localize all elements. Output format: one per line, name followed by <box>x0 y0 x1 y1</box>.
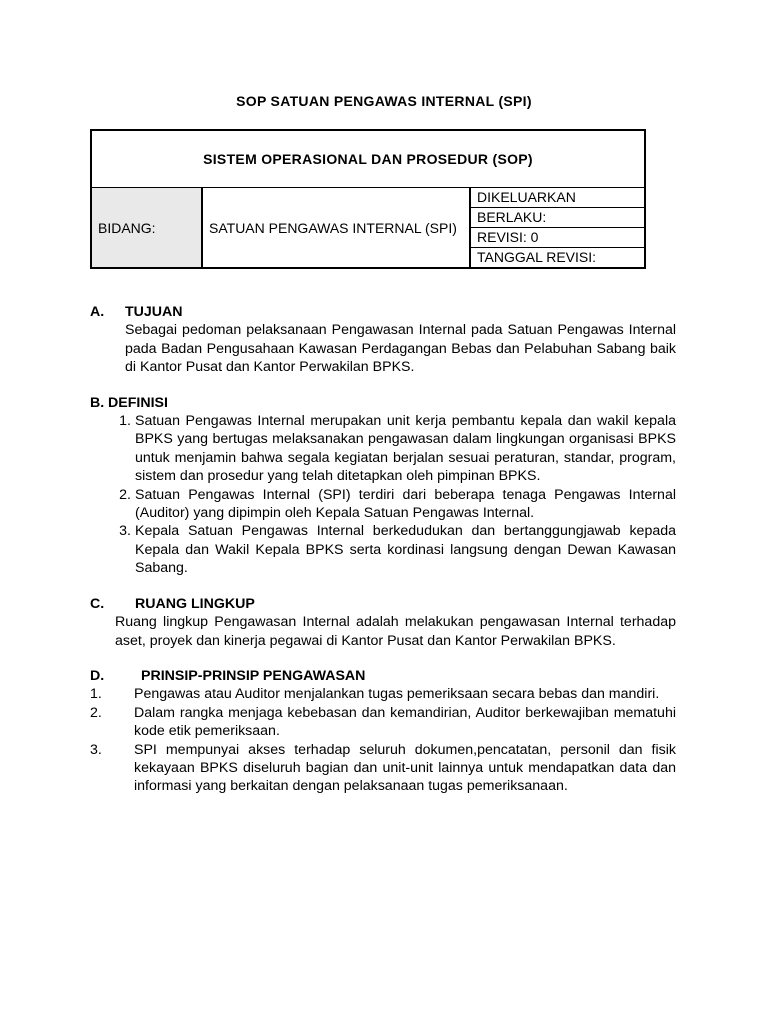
sop-header-table <box>90 129 646 269</box>
meta-revisi: REVISI: 0 <box>470 228 645 248</box>
section-heading <box>90 595 676 613</box>
list-text: Pengawas atau Auditor menjalankan tugas pemeriksaan secara bebas dan mandiri. <box>134 686 660 703</box>
section-heading <box>90 667 676 685</box>
section-paragraph: Ruang lingkup Pengawasan Internal adalah melakukan pengawasan Internal terhadap aset, proyek dan kinerja pegawai di Kantor Pusat dan Kantor Perwakilan BPKS. <box>115 614 676 649</box>
meta-berlaku: BERLAKU: <box>470 208 645 228</box>
section-definisi <box>90 394 676 578</box>
list-text: Satuan Pengawas Internal merupakan unit kerja pembantu kepala dan wakil kepala BPKS yang bertugas melaksanakan pengawasan dalam lingkungan organisasi BPKS untuk menjamin bahwa segala kegiatan berjalan sesuai peraturan, standar, program, sistem dan prosedur yang telah ditetapkan oleh pimpinan BPKS. <box>135 413 676 485</box>
document-title: SOP SATUAN PENGAWAS INTERNAL (SPI) <box>236 93 532 109</box>
meta-dikeluarkan: DIKELUARKAN <box>470 188 645 208</box>
section-heading <box>90 303 676 321</box>
list-item <box>90 704 676 741</box>
bidang-label: BIDANG: <box>91 188 202 269</box>
meta-tanggal-revisi: TANGGAL REVISI: <box>470 248 645 269</box>
section-title: DEFINISI <box>108 394 168 411</box>
section-letter: B. <box>90 394 105 411</box>
section-heading <box>90 394 676 412</box>
list-number: 1. <box>90 686 102 703</box>
list-number: 1. <box>119 413 131 430</box>
unit-name: SATUAN PENGAWAS INTERNAL (SPI) <box>202 188 470 269</box>
section-letter: C. <box>90 595 105 612</box>
section-title: RUANG LINGKUP <box>135 595 255 612</box>
sop-table-header: SISTEM OPERASIONAL DAN PROSEDUR (SOP) <box>91 130 645 188</box>
list-item <box>110 522 676 577</box>
list-number: 3. <box>119 523 131 540</box>
document-body <box>90 303 676 813</box>
section-paragraph: Sebagai pedoman pelaksanaan Pengawasan Internal pada Satuan Pengawas Internal pada Badan Pengusahaan Kawasan Perdagangan Bebas dan Pelabuhan Sabang baik di Kantor Pusat dan Kantor Perwakilan BPKS. <box>125 322 676 376</box>
principles-list <box>90 685 676 795</box>
list-item <box>90 741 676 796</box>
section-title: TUJUAN <box>125 304 183 320</box>
section-title: PRINSIP-PRINSIP PENGAWASAN <box>141 667 366 684</box>
section-tujuan <box>90 303 676 377</box>
list-text: Kepala Satuan Pengawas Internal berkedudukan dan bertanggungjawab kepada Kepala dan Wakil Kepala BPKS serta kordinasi langsung dengan Dewan Kawasan Sabang. <box>135 523 676 577</box>
section-letter: A. <box>90 304 105 320</box>
list-number: 2. <box>90 704 102 721</box>
list-text: Satuan Pengawas Internal (SPI) terdiri dari beberapa tenaga Pengawas Internal (Auditor) yang dipimpin oleh Kepala Satuan Pengawas Internal. <box>135 486 676 522</box>
list-number: 2. <box>119 486 131 503</box>
list-text: Dalam rangka menjaga kebebasan dan kemandirian, Auditor berkewajiban mematuhi kode etik pemeriksaan. <box>134 704 676 740</box>
section-letter: D. <box>90 667 105 684</box>
list-item <box>110 412 676 486</box>
section-prinsip <box>90 667 676 796</box>
list-number: 3. <box>90 741 102 758</box>
definition-list <box>90 412 676 578</box>
list-item <box>90 685 676 703</box>
list-item <box>110 486 676 523</box>
section-ruang-lingkup <box>90 595 676 650</box>
list-text: SPI mempunyai akses terhadap seluruh dokumen,pencatatan, personil dan fisik kekayaan BPKS diseluruh bagian dan unit-unit lainnya untuk mendapatkan data dan informasi yang berkaitan dengan pelaksanaan tugas pemeriksanaan. <box>134 741 676 795</box>
